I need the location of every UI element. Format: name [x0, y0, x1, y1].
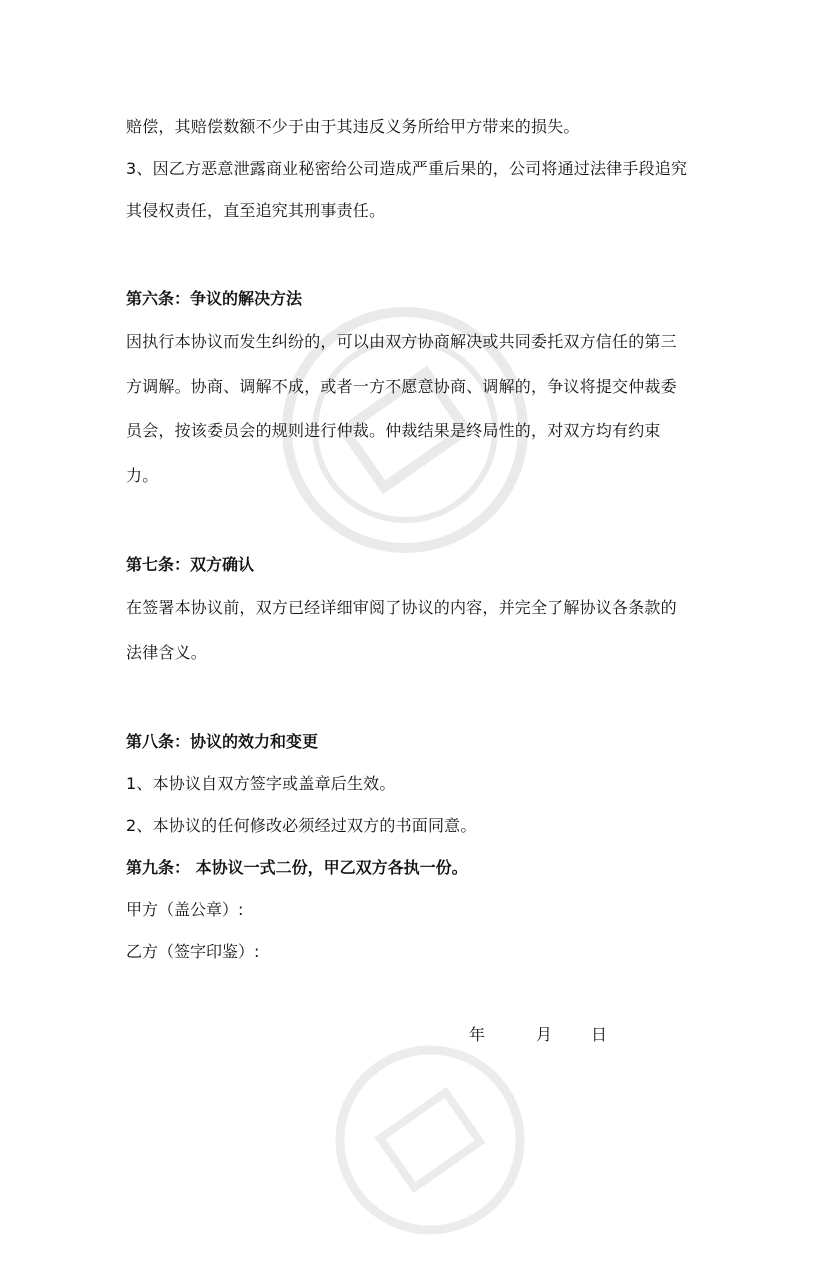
spacer: [126, 675, 726, 721]
party-b-signature-label: 乙方（签字印鉴）:: [126, 942, 260, 961]
article-7-title: 第七条：双方确认: [126, 555, 255, 574]
article-8: [126, 721, 726, 847]
paragraph-line: 3、因乙方恶意泄露商业秘密给公司造成严重后果的，公司将通过法律手段追究: [126, 159, 688, 178]
paragraph-line: 在签署本协议前，双方已经详细审阅了协议的内容，并完全了解协议各条款的: [126, 598, 677, 617]
paragraph-line: 员会，按该委员会的规则进行仲裁。仲裁结果是终局性的，对双方均有约束: [126, 421, 661, 440]
signing-date: [469, 1022, 607, 1045]
article-7: [126, 544, 726, 675]
article-6: [126, 278, 726, 498]
date-day-label: 日: [591, 1025, 608, 1044]
article-8-title: 第八条：协议的效力和变更: [126, 732, 319, 751]
spacer: [126, 232, 726, 278]
paragraph-line: 1、本协议自双方签字或盖章后生效。: [126, 774, 396, 793]
paragraph-line: 其侵权责任，直至追究其刑事责任。: [126, 201, 386, 220]
article-5-tail: [126, 106, 726, 232]
article-9-title: 第九条： 本协议一式二份，甲乙双方各执一份。: [126, 858, 468, 877]
article-6-title: 第六条：争议的解决方法: [126, 289, 303, 308]
paragraph-line: 方调解。协商、调解不成，或者一方不愿意协商、调解的，争议将提交仲裁委: [126, 376, 677, 396]
paragraph-line: 2、本协议的任何修改必须经过双方的书面同意。: [126, 816, 477, 835]
document-body: [126, 106, 726, 973]
signature-block: [126, 889, 726, 973]
paragraph-line: 赔偿，其赔偿数额不少于由于其违反义务所给甲方带来的损失。: [126, 117, 580, 136]
paragraph-line: 因执行本协议而发生纠纷的，可以由双方协商解决或共同委托双方信任的第三: [126, 332, 677, 351]
date-month-label: 月: [536, 1025, 553, 1044]
article-9: [126, 847, 726, 889]
paragraph-line: 法律含义。: [126, 642, 208, 662]
paragraph-line: 力。: [126, 465, 159, 485]
date-year-label: 年: [469, 1025, 486, 1044]
party-a-signature-label: 甲方（盖公章）:: [126, 900, 244, 919]
spacer: [126, 498, 726, 544]
